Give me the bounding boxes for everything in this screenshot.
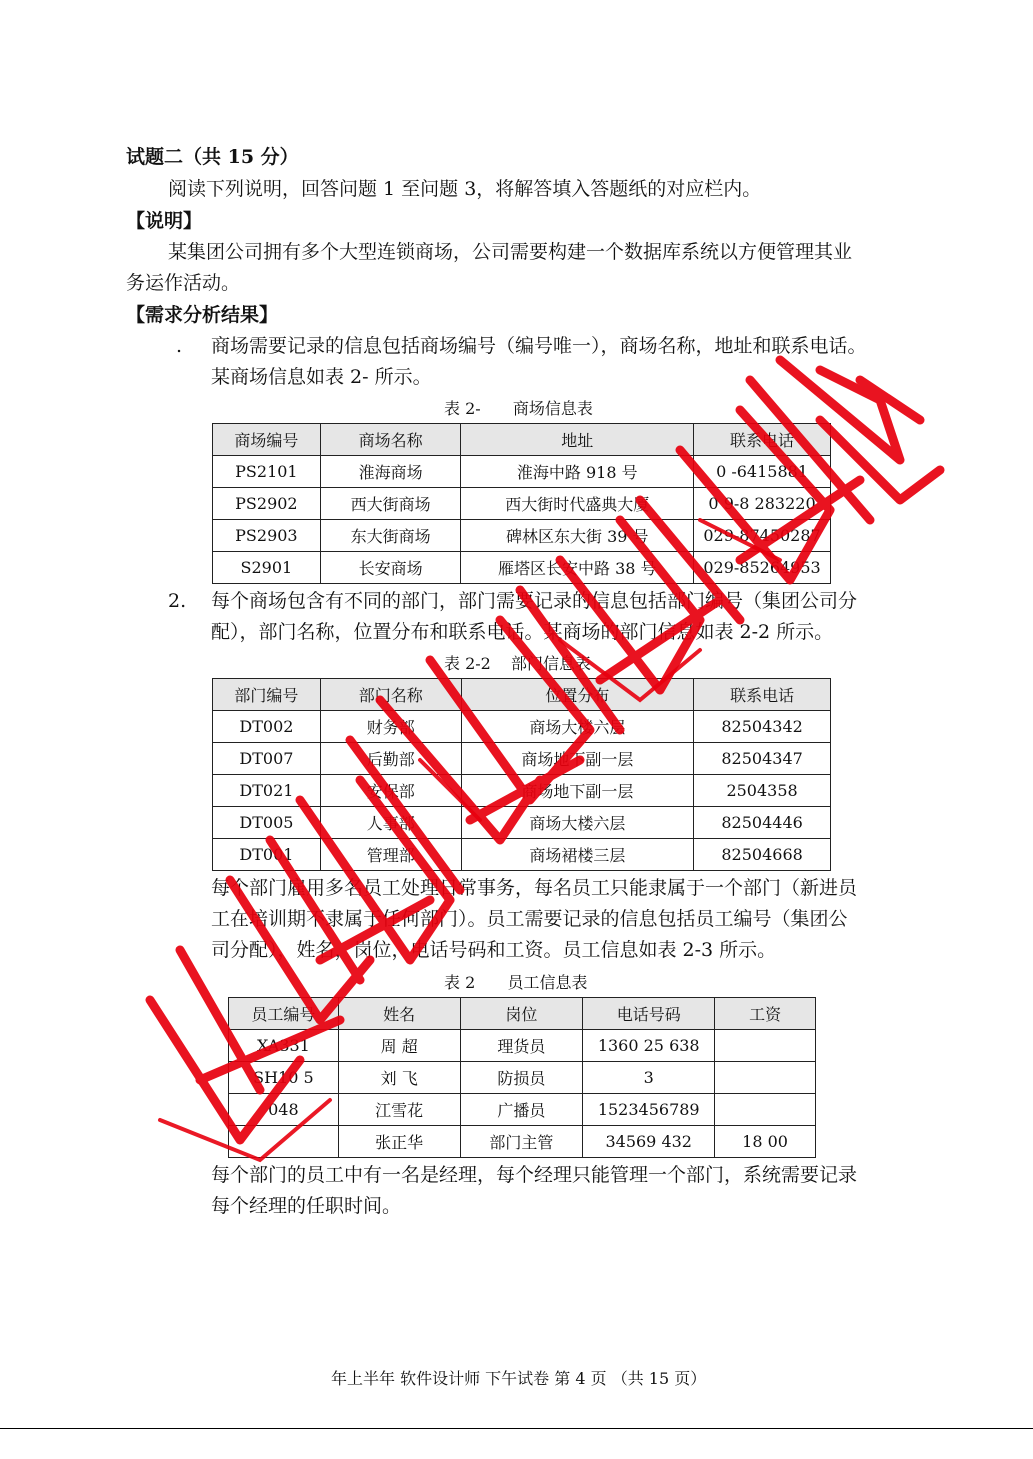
item-3-line-2: 工在培训期不隶属于任何部门）。员工需要记录的信息包括员工编号（集团公 (211, 908, 848, 930)
bottom-rule (0, 1428, 1033, 1429)
table-cell: 淮海中路 918 号 (461, 456, 694, 488)
header-cell: 工资 (715, 998, 816, 1030)
description-line-2: 务运作活动。 (126, 272, 241, 294)
table-1-caption-title: 商场信息表 (512, 399, 593, 418)
table-cell: PS2101 (213, 456, 321, 488)
table-cell (715, 1030, 816, 1062)
table-row (213, 552, 831, 584)
item-3-line-1: 每个部门雇用多名员工处理日常事务，每名员工只能隶属于一个部门（新进员 (211, 877, 858, 899)
table-row (229, 1094, 816, 1126)
item-1-marker: . (176, 335, 183, 357)
table-row (213, 520, 831, 552)
table-cell: 淮海商场 (320, 456, 461, 488)
intro-text: 阅读下列说明，回答问题 1 至问题 3，将解答填入答题纸的对应栏内。 (168, 178, 762, 200)
header-cell: 地址 (461, 424, 694, 456)
table-row (213, 488, 831, 520)
table-cell: 82504342 (694, 711, 831, 743)
table-cell: 江雪花 (338, 1094, 460, 1126)
table-cell: 部门主管 (460, 1126, 583, 1158)
mall-info-table (212, 423, 831, 584)
department-info-table (212, 678, 831, 871)
item-1-line-1: 商场需要记录的信息包括商场编号（编号唯一），商场名称，地址和联系电话。 (211, 335, 867, 357)
table-row (229, 1126, 816, 1158)
header-cell: 岗位 (460, 998, 583, 1030)
table-cell: XA331 (229, 1030, 339, 1062)
header-cell: 位置分布 (461, 679, 694, 711)
table-cell (715, 1062, 816, 1094)
table-cell: 商场裙楼三层 (461, 839, 694, 871)
table-3-caption-title: 员工信息表 (507, 973, 588, 992)
employee-info-table (228, 997, 816, 1158)
table-cell: 安保部 (320, 775, 461, 807)
table-row (213, 743, 831, 775)
table-cell: 1360 25 638 (583, 1030, 715, 1062)
table-cell (715, 1094, 816, 1126)
table-cell (229, 1126, 339, 1158)
item-1-line-2: 某商场信息如表 2- 所示。 (211, 366, 432, 388)
table-cell: 理货员 (460, 1030, 583, 1062)
table-cell: 防损员 (460, 1062, 583, 1094)
table-cell: 商场大楼六层 (461, 711, 694, 743)
table-row (213, 711, 831, 743)
table-cell: 雁塔区长安中路 38 号 (461, 552, 694, 584)
table-row (213, 807, 831, 839)
table-2-caption (444, 651, 591, 674)
table-cell: SH10 5 (229, 1062, 339, 1094)
table-cell: 财务部 (320, 711, 461, 743)
table-cell: 周 超 (338, 1030, 460, 1062)
table-cell: 长安商场 (320, 552, 461, 584)
table-cell: DT001 (213, 839, 321, 871)
table-cell: PS2902 (213, 488, 321, 520)
table-cell: DT002 (213, 711, 321, 743)
table-cell: 刘 飞 (338, 1062, 460, 1094)
section-note-title: 【说明】 (126, 210, 203, 232)
table-cell: 西大街时代盛典大厦 (461, 488, 694, 520)
table-3-caption (444, 970, 587, 993)
table-2-caption-number: 表 2-2 (444, 654, 491, 673)
header-cell: 联系电话 (694, 424, 831, 456)
header-cell: 电话号码 (583, 998, 715, 1030)
table-cell: 18 00 (715, 1126, 816, 1158)
table-cell: PS2903 (213, 520, 321, 552)
table-2-caption-title: 部门信息表 (511, 654, 592, 673)
table-cell: 0 9-8 283220 (694, 488, 831, 520)
header-cell: 商场编号 (213, 424, 321, 456)
item-4-line-2: 每个经理的任职时间。 (211, 1195, 402, 1217)
table-cell: DT021 (213, 775, 321, 807)
table-row (229, 1062, 816, 1094)
header-cell: 部门名称 (320, 679, 461, 711)
table-cell: S2901 (213, 552, 321, 584)
table-cell: 029-85264953 (694, 552, 831, 584)
description-line-1: 某集团公司拥有多个大型连锁商场，公司需要构建一个数据库系统以方便管理其业 (168, 241, 853, 263)
header-cell: 姓名 (338, 998, 460, 1030)
table-cell: 1523456789 (583, 1094, 715, 1126)
header-cell: 部门编号 (213, 679, 321, 711)
table-1-caption-number: 表 2- (444, 399, 481, 418)
table-row (213, 839, 831, 871)
table-row (213, 775, 831, 807)
table-cell: 碑林区东大街 39 号 (461, 520, 694, 552)
table-cell: 人事部 (320, 807, 461, 839)
header-cell: 员工编号 (229, 998, 339, 1030)
table-header-row (229, 998, 816, 1030)
item-2-marker: 2. (168, 590, 187, 612)
table-cell: 商场地下副一层 (461, 775, 694, 807)
item-2-line-1: 每个商场包含有不同的部门，部门需要记录的信息包括部门编号（集团公司分 (211, 590, 858, 612)
table-cell: 82504668 (694, 839, 831, 871)
header-cell: 商场名称 (320, 424, 461, 456)
table-row (213, 456, 831, 488)
table-cell: 管理部 (320, 839, 461, 871)
table-cell: 商场地下副一层 (461, 743, 694, 775)
table-cell: 商场大楼六层 (461, 807, 694, 839)
table-cell: 西大街商场 (320, 488, 461, 520)
question-heading: 试题二（共 15 分） (126, 146, 299, 168)
item-4-line-1: 每个部门的员工中有一名是经理，每个经理只能管理一个部门，系统需要记录 (211, 1164, 858, 1186)
table-cell: 029-87450287 (694, 520, 831, 552)
table-1-caption (444, 396, 593, 419)
table-row (229, 1030, 816, 1062)
table-cell: DT005 (213, 807, 321, 839)
table-3-caption-number: 表 2 (444, 973, 476, 992)
table-cell: 东大街商场 (320, 520, 461, 552)
page-footer: 年上半年 软件设计师 下午试卷 第 4 页 （共 15 页） (331, 1369, 707, 1388)
item-3-line-3: 司分配），姓名，岗位，电话号码和工资。员工信息如表 2-3 所示。 (211, 939, 777, 961)
header-cell: 联系电话 (694, 679, 831, 711)
table-cell: 82504347 (694, 743, 831, 775)
item-2-line-2: 配），部门名称，位置分布和联系电话。某商场的部门信息如表 2-2 所示。 (211, 621, 834, 643)
table-header-row (213, 424, 831, 456)
table-cell: 张正华 (338, 1126, 460, 1158)
table-cell: DT007 (213, 743, 321, 775)
table-cell: 2504358 (694, 775, 831, 807)
table-cell: 048 (229, 1094, 339, 1126)
table-cell: 82504446 (694, 807, 831, 839)
table-cell: 0 -6415881 (694, 456, 831, 488)
table-cell: 34569 432 (583, 1126, 715, 1158)
table-cell: 广播员 (460, 1094, 583, 1126)
section-requirements-title: 【需求分析结果】 (126, 304, 279, 326)
table-cell: 3 (583, 1062, 715, 1094)
table-header-row (213, 679, 831, 711)
table-cell: 后勤部 (320, 743, 461, 775)
